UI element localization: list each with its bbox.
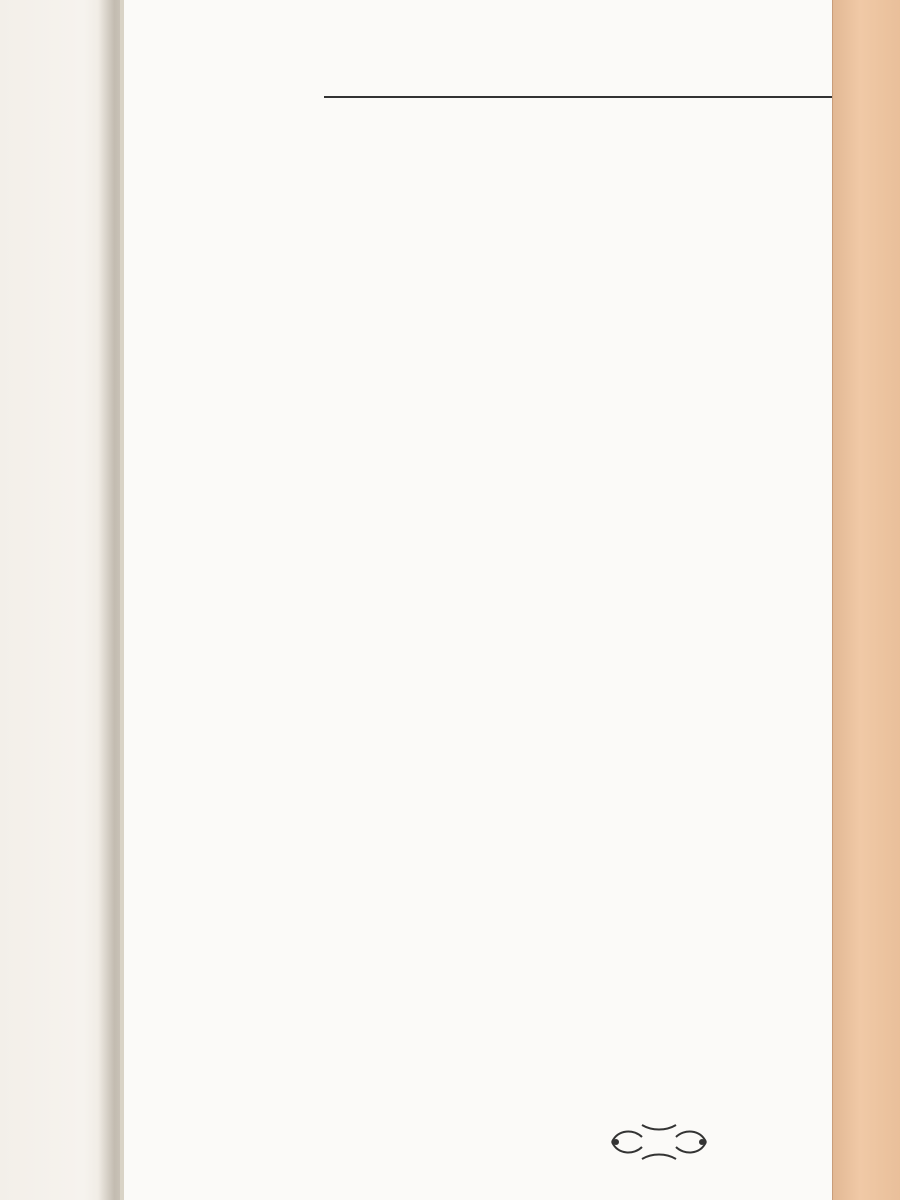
measuring-ruler <box>832 0 900 1200</box>
left-page <box>0 0 120 1200</box>
ruler-ticks <box>833 0 900 1200</box>
book-gutter <box>98 0 120 1200</box>
header-rule <box>324 96 900 98</box>
page-number-ornament <box>604 1117 714 1167</box>
right-page <box>124 0 900 1200</box>
folio-ornament-icon <box>604 1117 714 1167</box>
